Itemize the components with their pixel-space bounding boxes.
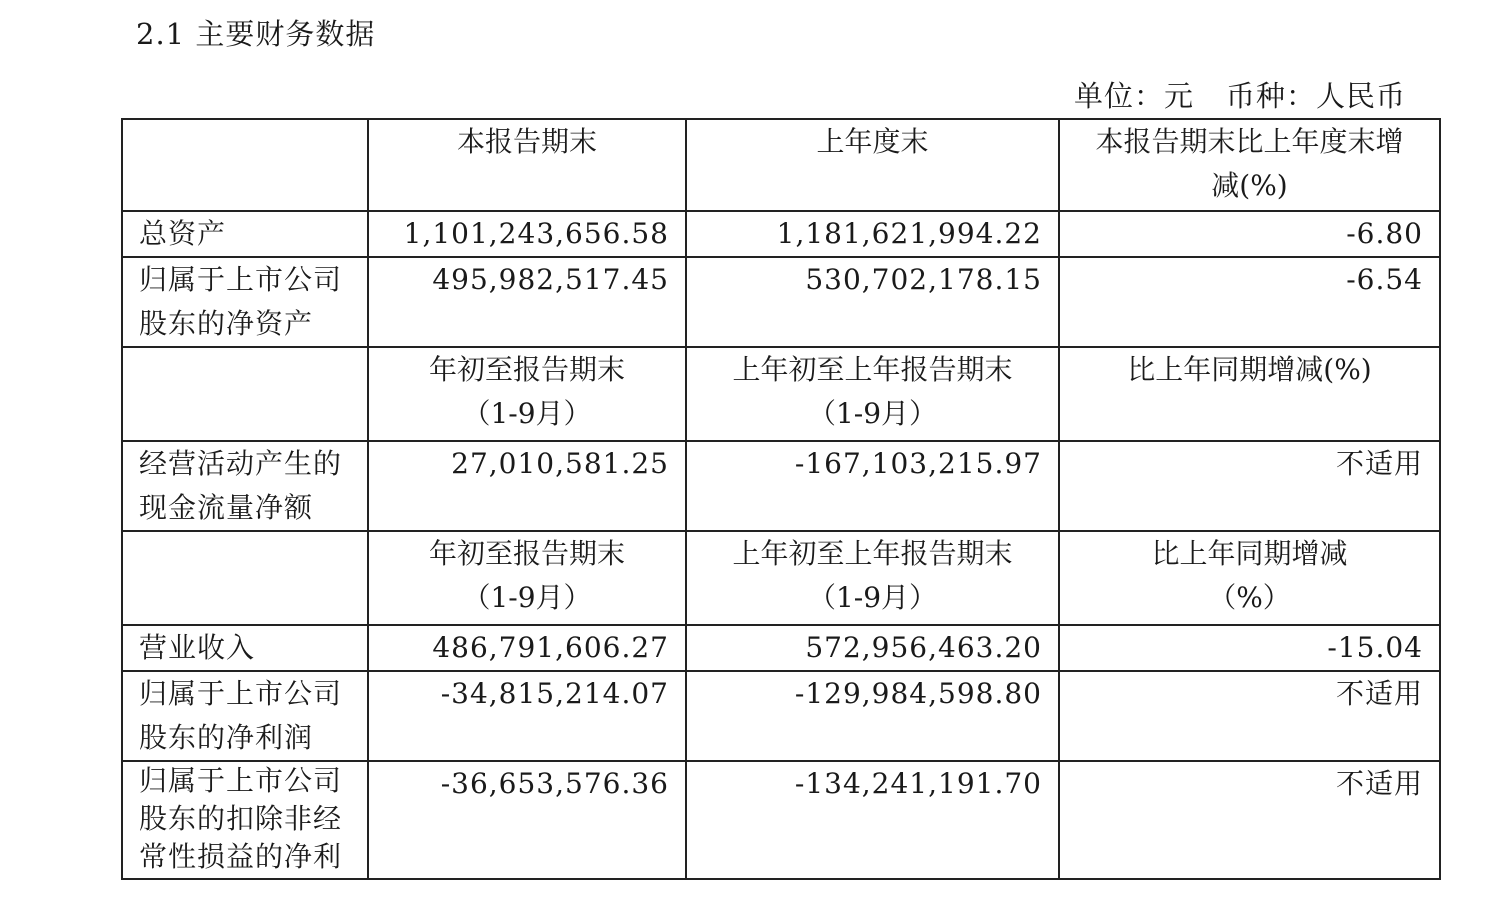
- value-change: 不适用: [1059, 761, 1440, 879]
- header-line: 年初至报告期末: [428, 353, 625, 386]
- row-label: [122, 671, 368, 761]
- value-prior: -129,984,598.80: [686, 671, 1059, 761]
- header-current-period-end: 本报告期末: [368, 119, 686, 211]
- row-label-line: 股东的净利润: [139, 721, 314, 754]
- header-row-ytd: [122, 531, 1440, 625]
- section-title: 2.1 主要财务数据: [136, 17, 376, 51]
- value-current: 27,010,581.25: [368, 441, 686, 531]
- value-change: -6.80: [1059, 211, 1440, 257]
- header-line: 上年初至上年报告期末: [732, 353, 1013, 386]
- header-row-period-end: [122, 119, 1440, 211]
- header-line: 上年初至上年报告期末: [732, 537, 1013, 570]
- value-prior: -167,103,215.97: [686, 441, 1059, 531]
- row-label-line: 归属于上市公司: [139, 677, 343, 710]
- unit-line: [1074, 76, 1406, 116]
- value-current: 495,982,517.45: [368, 257, 686, 347]
- row-label-line: 总资产: [139, 217, 227, 250]
- row-label-line: 归属于上市公司: [139, 764, 343, 797]
- header-change-pct: [1059, 119, 1440, 211]
- row-label: [122, 257, 368, 347]
- header-ytd-prior: [686, 347, 1059, 441]
- header-ytd-prior: [686, 531, 1059, 625]
- header-line: （1-9月）: [807, 397, 938, 430]
- row-label-line: 股东的扣除非经: [139, 802, 343, 835]
- value-prior: 1,181,621,994.22: [686, 211, 1059, 257]
- row-label-line: 股东的净资产: [139, 307, 314, 340]
- header-line: 比上年同期增减: [1151, 537, 1348, 570]
- value-current: 1,101,243,656.58: [368, 211, 686, 257]
- value-prior: 530,702,178.15: [686, 257, 1059, 347]
- value-change: 不适用: [1059, 441, 1440, 531]
- table-row: [122, 441, 1440, 531]
- header-yoy-change: [1059, 531, 1440, 625]
- header-ytd-current: [368, 347, 686, 441]
- value-change: -15.04: [1059, 625, 1440, 671]
- row-label: [122, 761, 368, 879]
- table-row: [122, 761, 1440, 879]
- value-change: 不适用: [1059, 671, 1440, 761]
- header-line: （1-9月）: [462, 397, 592, 430]
- table-row: [122, 211, 1440, 257]
- row-label: [122, 625, 368, 671]
- header-line: （%）: [1208, 581, 1291, 614]
- header-blank-cell: [122, 347, 368, 441]
- header-line: 年初至报告期末: [428, 537, 625, 570]
- table-row: [122, 257, 1440, 347]
- header-change-line2: 减(%): [1211, 169, 1288, 202]
- row-label: [122, 211, 368, 257]
- value-current: -34,815,214.07: [368, 671, 686, 761]
- header-blank-cell: [122, 531, 368, 625]
- value-change: -6.54: [1059, 257, 1440, 347]
- currency-label: 币种：人民币: [1225, 79, 1406, 113]
- header-blank-cell: [122, 119, 368, 211]
- row-label: [122, 441, 368, 531]
- row-label-line: 经营活动产生的: [139, 447, 343, 480]
- row-label-line: 现金流量净额: [139, 491, 314, 524]
- table-row: [122, 671, 1440, 761]
- value-prior: 572,956,463.20: [686, 625, 1059, 671]
- value-current: -36,653,576.36: [368, 761, 686, 879]
- row-label-line: 营业收入: [139, 631, 256, 664]
- unit-label: 单位：元: [1073, 79, 1194, 113]
- header-change-line1: 本报告期末比上年度末增: [1095, 125, 1404, 158]
- header-row-ytd: [122, 347, 1440, 441]
- value-current: 486,791,606.27: [368, 625, 686, 671]
- header-line: （1-9月）: [807, 581, 938, 614]
- row-label-line: 常性损益的净利: [139, 840, 343, 873]
- financial-data-table: [121, 118, 1441, 880]
- header-prior-year-end: 上年度末: [686, 119, 1059, 211]
- value-prior: -134,241,191.70: [686, 761, 1059, 879]
- table-row: [122, 625, 1440, 671]
- row-label-line: 归属于上市公司: [139, 263, 343, 296]
- header-ytd-current: [368, 531, 686, 625]
- header-line: （1-9月）: [462, 581, 592, 614]
- header-yoy-change: 比上年同期增减(%): [1059, 347, 1440, 441]
